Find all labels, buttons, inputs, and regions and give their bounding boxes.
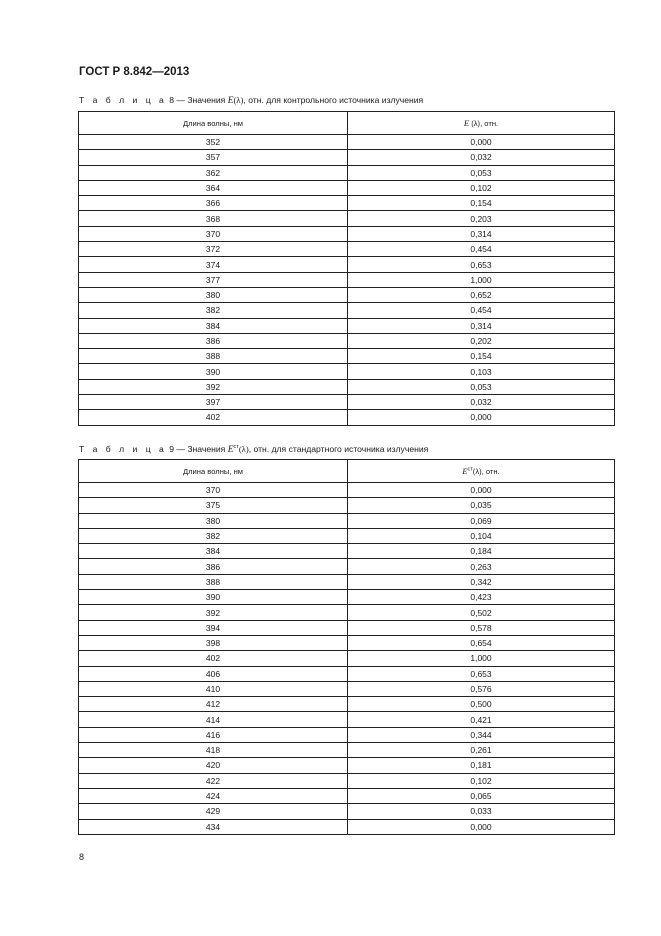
table-row [79,196,615,211]
table-row [79,272,615,287]
wavelength-cell: 390 [79,590,348,605]
wavelength-cell: 374 [79,257,348,272]
table-row [79,410,615,425]
value-cell: 0,102 [348,773,615,788]
table-row [79,395,615,410]
value-cell: 0,053 [348,165,615,180]
table8 [78,111,615,426]
table-row [79,513,615,528]
wavelength-cell: 434 [79,819,348,834]
table-row [79,257,615,272]
wavelength-cell: 368 [79,211,348,226]
wavelength-cell: 377 [79,272,348,287]
value-cell: 0,154 [348,349,615,364]
value-cell: 0,342 [348,574,615,589]
wavelength-cell: 375 [79,498,348,513]
table-row [79,333,615,348]
value-cell: 0,069 [348,513,615,528]
value-cell: 0,423 [348,590,615,605]
table-row [79,574,615,589]
wavelength-cell: 370 [79,483,348,498]
wavelength-cell: 370 [79,226,348,241]
wavelength-cell: 380 [79,513,348,528]
wavelength-cell: 398 [79,635,348,650]
table-row [79,364,615,379]
table8-col1-header: Длина волны, нм [79,112,348,135]
table9-col2-header: $E^{ст}(\lambda)$, отн. [348,460,615,483]
value-cell: 0,344 [348,727,615,742]
wavelength-cell: 416 [79,727,348,742]
table-row [79,180,615,195]
table-row [79,287,615,302]
table9-col1-header: Длина волны, нм [79,460,348,483]
wavelength-cell: 382 [79,528,348,543]
table-row [79,226,615,241]
table-row [79,758,615,773]
table-row [79,242,615,257]
table-row [79,697,615,712]
value-cell: 0,653 [348,257,615,272]
value-cell: 0,261 [348,743,615,758]
table-row [79,620,615,635]
table9-header-row [79,460,615,483]
table-row [79,605,615,620]
value-cell: 0,578 [348,620,615,635]
table-row [79,666,615,681]
wavelength-cell: 418 [79,743,348,758]
table9 [78,459,615,835]
table-row [79,590,615,605]
table8-col2-header: E (λ), отн. [348,112,615,135]
value-cell: 0,154 [348,196,615,211]
wavelength-cell: 357 [79,150,348,165]
table9-caption: Т а б л и ц а 9 — Значения $E^{ст}(\lambda)$, отн. для стандартного источника излучения [79,444,429,455]
wavelength-cell: 388 [79,349,348,364]
table-row [79,743,615,758]
value-cell: 0,502 [348,605,615,620]
value-cell: 0,652 [348,287,615,302]
page-number: 8 [79,852,85,862]
value-cell: 0,104 [348,528,615,543]
wavelength-cell: 392 [79,605,348,620]
wavelength-cell: 384 [79,318,348,333]
table-row [79,681,615,696]
wavelength-cell: 388 [79,574,348,589]
wavelength-cell: 424 [79,788,348,803]
table-row [79,788,615,803]
table-row [79,804,615,819]
table-row [79,379,615,394]
value-cell: 0,033 [348,804,615,819]
table-row [79,165,615,180]
value-cell: 0,065 [348,788,615,803]
table-row [79,318,615,333]
document-header: ГОСТ Р 8.842—2013 [79,66,190,78]
value-cell: 0,181 [348,758,615,773]
value-cell: 0,421 [348,712,615,727]
wavelength-cell: 414 [79,712,348,727]
table-row [79,727,615,742]
wavelength-cell: 352 [79,135,348,150]
value-cell: 0,454 [348,242,615,257]
table-row [79,349,615,364]
wavelength-cell: 410 [79,681,348,696]
value-cell: 0,053 [348,379,615,394]
value-cell: 0,263 [348,559,615,574]
value-cell: 0,314 [348,318,615,333]
wavelength-cell: 366 [79,196,348,211]
wavelength-cell: 392 [79,379,348,394]
value-cell: 0,314 [348,226,615,241]
wavelength-cell: 402 [79,410,348,425]
value-cell: 1,000 [348,272,615,287]
wavelength-cell: 380 [79,287,348,302]
table-row [79,544,615,559]
wavelength-cell: 422 [79,773,348,788]
value-cell: 0,000 [348,819,615,834]
value-cell: 0,202 [348,333,615,348]
value-cell: 0,035 [348,498,615,513]
value-cell: 0,454 [348,303,615,318]
wavelength-cell: 412 [79,697,348,712]
wavelength-cell: 406 [79,666,348,681]
table8-header-row [79,112,615,135]
table-row [79,211,615,226]
table-row [79,559,615,574]
wavelength-cell: 362 [79,165,348,180]
wavelength-cell: 397 [79,395,348,410]
table8-caption: Т а б л и ц а 8 — Значения E(λ), отн. для контрольного источника излучения [79,95,424,106]
table-row [79,528,615,543]
table-row [79,150,615,165]
wavelength-cell: 382 [79,303,348,318]
value-cell: 0,654 [348,635,615,650]
wavelength-cell: 420 [79,758,348,773]
wavelength-cell: 364 [79,180,348,195]
table-row [79,712,615,727]
table-row [79,135,615,150]
table-row [79,773,615,788]
table-row [79,303,615,318]
table-row [79,483,615,498]
value-cell: 0,653 [348,666,615,681]
wavelength-cell: 372 [79,242,348,257]
value-cell: 0,184 [348,544,615,559]
wavelength-cell: 386 [79,559,348,574]
wavelength-cell: 390 [79,364,348,379]
value-cell: 0,102 [348,180,615,195]
table-row [79,651,615,666]
value-cell: 0,032 [348,150,615,165]
wavelength-cell: 386 [79,333,348,348]
value-cell: 1,000 [348,651,615,666]
wavelength-cell: 402 [79,651,348,666]
value-cell: 0,000 [348,135,615,150]
value-cell: 0,032 [348,395,615,410]
value-cell: 0,000 [348,410,615,425]
value-cell: 0,500 [348,697,615,712]
value-cell: 0,576 [348,681,615,696]
table-row [79,635,615,650]
table-row [79,498,615,513]
table-row [79,819,615,834]
value-cell: 0,103 [348,364,615,379]
wavelength-cell: 384 [79,544,348,559]
wavelength-cell: 394 [79,620,348,635]
value-cell: 0,000 [348,483,615,498]
value-cell: 0,203 [348,211,615,226]
wavelength-cell: 429 [79,804,348,819]
